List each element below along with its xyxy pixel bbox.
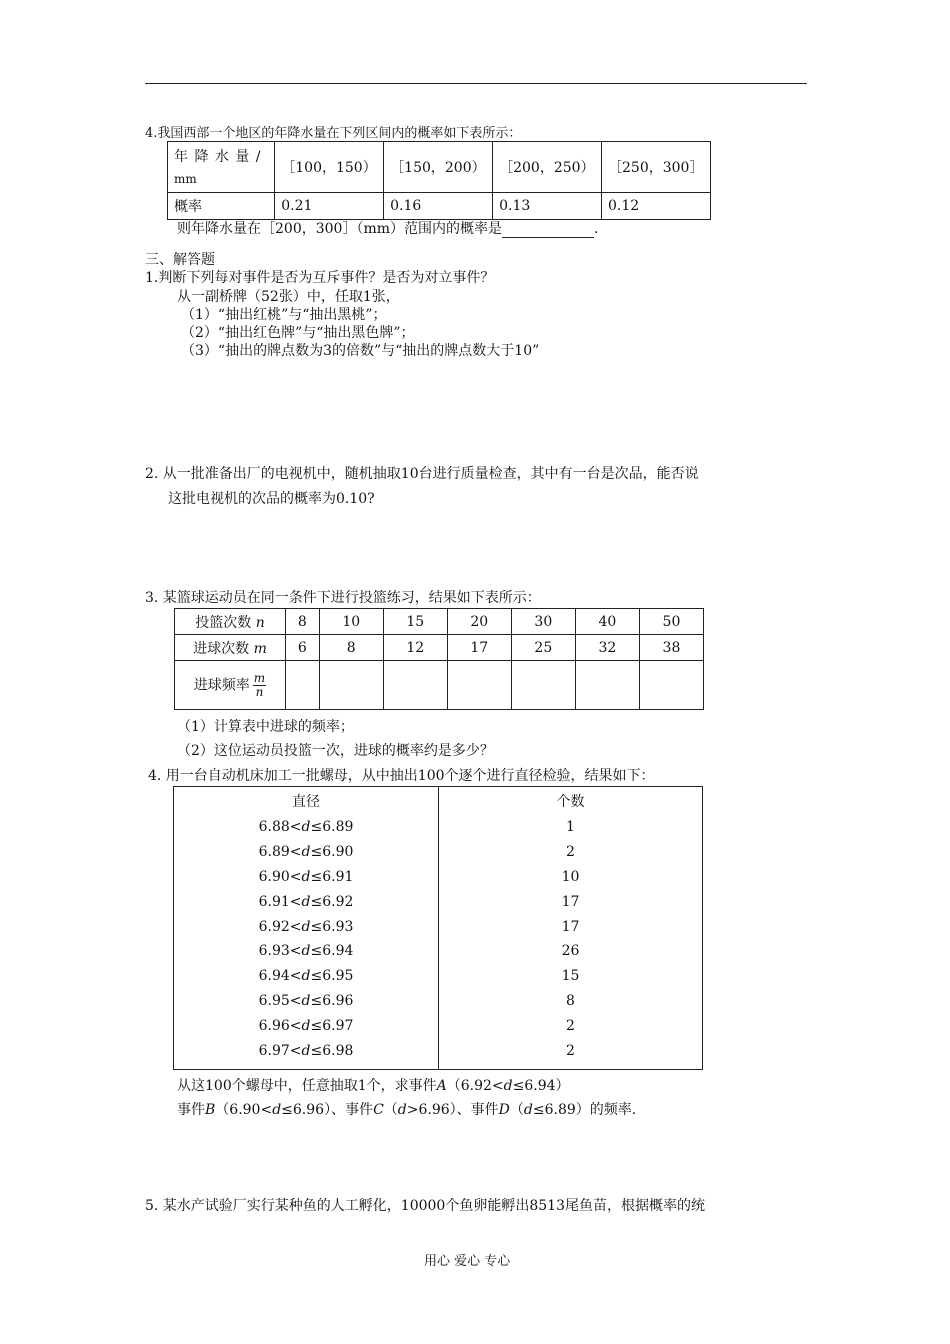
- p4-after-text: ≤6.96）、事件: [281, 1102, 374, 1118]
- diameter-upper: ≤6.95: [310, 968, 354, 985]
- q4-question-text: 则年降水量在［200，300］（mm）范围内的概率是: [177, 221, 502, 237]
- probability-cell: 0.16: [384, 193, 493, 220]
- p2-line2: 这批电视机的次品的概率为0.10?: [168, 491, 375, 507]
- p4-after-text: （6.92<: [446, 1078, 504, 1094]
- diameter-upper: ≤6.89: [310, 818, 354, 835]
- row-label-cell: 概率: [168, 193, 275, 220]
- empty-cell: [639, 661, 703, 710]
- var-d: d: [301, 818, 311, 835]
- table-row: [168, 193, 711, 220]
- count-value: 1: [566, 818, 575, 835]
- count-column: [439, 787, 703, 1070]
- event-a: A: [436, 1078, 447, 1094]
- diameter-lower: 6.91<: [258, 893, 302, 910]
- diameter-lower: 6.96<: [258, 1018, 302, 1035]
- diameter-row: [174, 840, 438, 865]
- diameter-lower: 6.97<: [258, 1043, 302, 1060]
- p1-item: （3）“抽出的牌点数为3的倍数”与“抽出的牌点数大于10”: [181, 343, 540, 359]
- made-label: 进球次数: [193, 640, 250, 657]
- var-m: m: [253, 640, 267, 657]
- attempts-cell: 30: [511, 609, 575, 635]
- diameter-row: [174, 890, 438, 915]
- diameter-upper: ≤6.94: [310, 943, 354, 960]
- p4-after-text: >6.96）、事件: [406, 1102, 499, 1118]
- diameter-table: [173, 786, 703, 1070]
- empty-cell: [447, 661, 511, 710]
- diameter-lower: 6.90<: [258, 868, 302, 885]
- interval-cell: ［250，300］: [602, 142, 711, 193]
- count-value: 26: [561, 943, 580, 960]
- attempts-cell: 40: [575, 609, 639, 635]
- var-d: d: [301, 1018, 311, 1035]
- row-label-cell: [175, 635, 286, 661]
- attempts-label: 投篮次数: [195, 614, 252, 631]
- diameter-row: [174, 1039, 438, 1064]
- table-row: [174, 787, 703, 1070]
- diameter-upper: ≤6.90: [310, 843, 354, 860]
- p2-line1: 2. 从一批准备出厂的电视机中，随机抽取10台进行质量检查，其中有一台是次品，能否说: [145, 466, 699, 482]
- count-value: 17: [561, 918, 580, 935]
- attempts-cell: 15: [383, 609, 447, 635]
- empty-cell: [511, 661, 575, 710]
- var-d: d: [301, 1043, 311, 1060]
- count-value: 2: [566, 843, 575, 860]
- made-cell: 38: [639, 635, 703, 661]
- table-header-cell: [168, 142, 275, 193]
- attempts-cell: 50: [639, 609, 703, 635]
- var-d: d: [301, 968, 311, 985]
- var-d: d: [301, 843, 311, 860]
- diameter-lower: 6.88<: [258, 818, 302, 835]
- diameter-row: [174, 815, 438, 840]
- diameter-column: [174, 787, 439, 1070]
- made-cell: 6: [286, 635, 320, 661]
- table-row: [168, 142, 711, 193]
- q4-question: [177, 218, 598, 238]
- diameter-lower: 6.92<: [258, 918, 302, 935]
- diameter-row: [174, 939, 438, 964]
- p4-after-text: （: [383, 1102, 398, 1118]
- fraction-denominator: n: [255, 684, 264, 699]
- var-n: n: [255, 614, 265, 631]
- diameter-row: [174, 915, 438, 940]
- empty-cell: [319, 661, 383, 710]
- diameter-row: [174, 989, 438, 1014]
- table-row: [175, 635, 704, 661]
- count-value: 17: [561, 893, 580, 910]
- var-d: d: [301, 893, 311, 910]
- count-list: [439, 787, 702, 1064]
- shooting-table: [174, 608, 704, 710]
- header-rule: [145, 83, 807, 84]
- made-cell: 32: [575, 635, 639, 661]
- attempts-cell: 8: [286, 609, 320, 635]
- interval-cell: ［200，250）: [493, 142, 602, 193]
- col-header-count: 个数: [556, 794, 585, 810]
- diameter-list: [174, 787, 438, 1064]
- made-cell: 8: [319, 635, 383, 661]
- p5-line1: 5. 某水产试验厂实行某种鱼的人工孵化，10000个鱼卵能孵出8513尾鱼苗，根据概率的统: [145, 1198, 705, 1214]
- diameter-lower: 6.89<: [258, 843, 302, 860]
- rainfall-probability-table: [167, 141, 711, 220]
- probability-cell: 0.12: [602, 193, 711, 220]
- diameter-upper: ≤6.98: [310, 1043, 354, 1060]
- col-header-diameter: 直径: [292, 794, 320, 810]
- made-cell: 12: [383, 635, 447, 661]
- count-value: 2: [566, 1043, 575, 1060]
- p4-intro: 4. 用一台自动机床加工一批螺母，从中抽出100个逐个进行直径检验，结果如下：: [148, 768, 655, 784]
- probability-cell: 0.13: [493, 193, 602, 220]
- empty-cell: [286, 661, 320, 710]
- event-b: B: [205, 1102, 216, 1118]
- p3-intro: 3. 某篮球运动员在同一条件下进行投篮练习，结果如下表所示：: [145, 590, 541, 606]
- var-d: d: [301, 993, 311, 1010]
- p1-item: （1）“抽出红桃”与“抽出黑桃”；: [181, 307, 387, 323]
- row-label-cell: [175, 661, 286, 710]
- p4-after-text: （6.90<: [215, 1102, 273, 1118]
- diameter-lower: 6.95<: [258, 993, 302, 1010]
- var-d: d: [503, 1078, 513, 1094]
- var-d: d: [397, 1102, 407, 1118]
- empty-cell: [383, 661, 447, 710]
- section-title: 三、解答题: [145, 252, 215, 268]
- answer-blank: [502, 223, 594, 238]
- diameter-lower: 6.93<: [258, 943, 302, 960]
- diameter-row: [174, 865, 438, 890]
- q4-intro: 4.我国西部一个地区的年降水量在下列区间内的概率如下表所示：: [145, 126, 522, 141]
- attempts-cell: 20: [447, 609, 511, 635]
- diameter-upper: ≤6.96: [310, 993, 354, 1010]
- p4-after-line1: [177, 1075, 570, 1095]
- row-label-cell: [175, 609, 286, 635]
- p4-after-text: ≤6.89）的频率.: [532, 1102, 637, 1118]
- attempts-cell: 10: [319, 609, 383, 635]
- p3-q1: （1）计算表中进球的频率；: [177, 719, 354, 735]
- count-value: 15: [561, 968, 580, 985]
- count-value: 8: [566, 993, 575, 1010]
- p4-after-text: 从这100个螺母中，任意抽取1个，求事件: [177, 1078, 437, 1094]
- diameter-row: [174, 1014, 438, 1039]
- interval-cell: ［150，200）: [384, 142, 493, 193]
- event-c: C: [373, 1102, 384, 1118]
- page-footer: 用心 爱心 专心: [424, 1254, 511, 1269]
- event-d: D: [498, 1102, 510, 1118]
- fraction-m-over-n: [253, 672, 266, 699]
- p1-item: （2）“抽出红色牌”与“抽出黑色牌”；: [181, 325, 415, 341]
- var-d: d: [272, 1102, 282, 1118]
- p1-context: 从一副桥牌（52张）中，任取1张，: [177, 289, 400, 305]
- p4-after-text: 事件: [177, 1102, 205, 1118]
- table-row: [175, 661, 704, 710]
- empty-cell: [575, 661, 639, 710]
- var-d: d: [301, 943, 311, 960]
- table-row: [175, 609, 704, 635]
- count-value: 2: [566, 1018, 575, 1035]
- diameter-lower: 6.94<: [258, 968, 302, 985]
- frequency-label: 进球频率: [193, 677, 250, 693]
- var-d: d: [301, 868, 311, 885]
- made-cell: 25: [511, 635, 575, 661]
- rainfall-label: 年 降 水 量 /: [174, 149, 262, 165]
- count-value: 10: [561, 868, 580, 885]
- p3-q2: （2）这位运动员投篮一次，进球的概率约是多少？: [177, 743, 494, 759]
- p4-after-text: ≤6.94）: [512, 1078, 570, 1094]
- fraction-numerator: m: [253, 670, 266, 685]
- probability-cell: 0.21: [275, 193, 384, 220]
- var-d: d: [301, 918, 311, 935]
- interval-cell: ［100，150）: [275, 142, 384, 193]
- diameter-upper: ≤6.92: [310, 893, 354, 910]
- p1-title: 1.判断下列每对事件是否为互斥事件？是否为对立事件？: [145, 270, 495, 286]
- q4-question-end: .: [594, 221, 599, 237]
- diameter-upper: ≤6.93: [310, 918, 354, 935]
- diameter-upper: ≤6.91: [310, 868, 354, 885]
- diameter-row: [174, 964, 438, 989]
- var-d: d: [523, 1102, 533, 1118]
- p4-after-text: （: [509, 1102, 524, 1118]
- made-cell: 17: [447, 635, 511, 661]
- rainfall-unit: mm: [174, 172, 197, 186]
- diameter-upper: ≤6.97: [310, 1018, 354, 1035]
- p4-after-line2: [177, 1099, 636, 1119]
